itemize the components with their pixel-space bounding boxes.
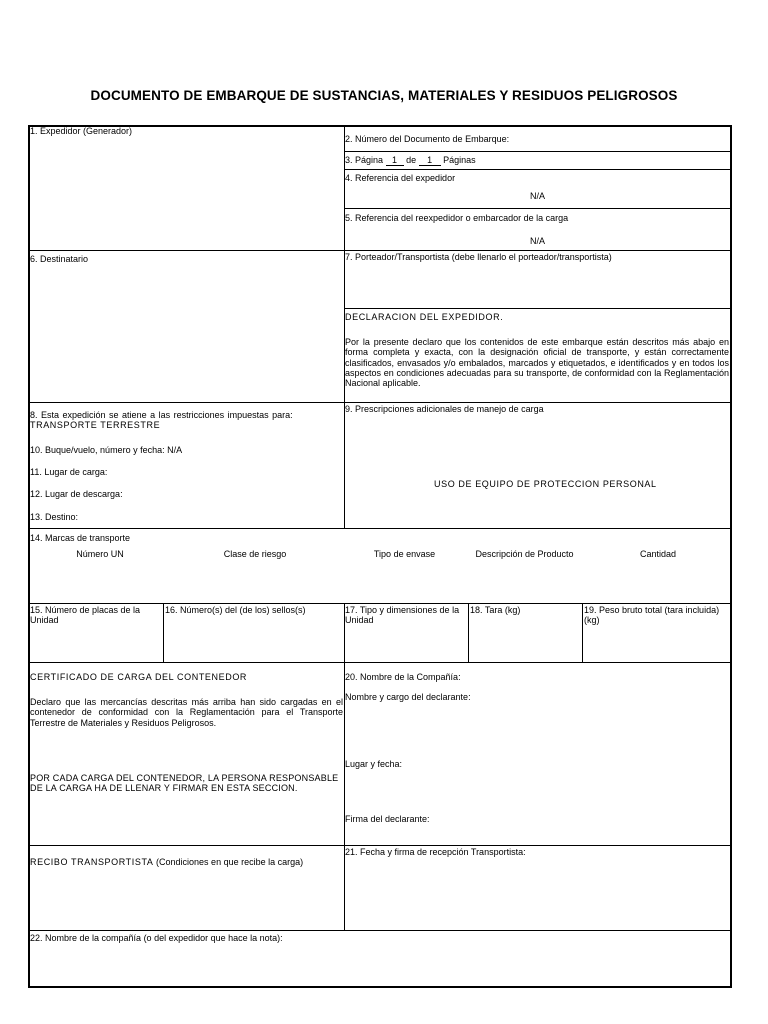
- field-14-label: 14. Marcas de transporte: [30, 533, 131, 543]
- carrier-receipt-title: RECIBO TRANSPORTISTA: [30, 857, 154, 867]
- place-date-label: Lugar y fecha:: [345, 759, 403, 769]
- divider: [582, 603, 583, 662]
- divider: [29, 662, 731, 663]
- page-suffix: Páginas: [443, 155, 476, 165]
- column-header-numero-un: Número UN: [76, 549, 124, 559]
- certificate-text: Declaro que las mercancías descritas más arriba han sido cargadas en el contenedor de conformidad con la Reglamentación para el Transporte Terrestre de Materiales y Residuos Peligrosos.: [30, 697, 343, 728]
- field-20-label: 20. Nombre de la Compañía:: [345, 672, 461, 682]
- certificate-note: POR CADA CARGA DEL CONTENEDOR, LA PERSONA RESPONSABLE DE LA CARGA HA DE LLENAR Y FIRMAR EN ESTA SECCION.: [30, 773, 339, 794]
- field-11-label: 11. Lugar de carga:: [30, 467, 108, 477]
- divider: [468, 603, 469, 662]
- field-17-label: 17. Tipo y dimensiones de la Unidad: [345, 605, 460, 626]
- page-of: de: [406, 155, 417, 165]
- declarant-signature-label: Firma del declarante:: [345, 814, 430, 824]
- divider: [29, 528, 731, 529]
- carrier-receipt-conditions: (Condiciones en que recibe la carga): [153, 857, 304, 867]
- divider: [29, 603, 731, 604]
- field-12-label: 12. Lugar de descarga:: [30, 489, 123, 499]
- divider: [29, 930, 731, 931]
- carrier-receipt-label: [30, 857, 303, 868]
- field-5-label: 5. Referencia del reexpedidor o embarcador de la carga: [345, 213, 569, 223]
- document-title: DOCUMENTO DE EMBARQUE DE SUSTANCIAS, MATERIALES Y RESIDUOS PELIGROSOS: [90, 88, 678, 103]
- field-4-label: 4. Referencia del expedidor: [345, 173, 456, 183]
- declarant-name-label: Nombre y cargo del declarante:: [345, 692, 471, 702]
- divider: [163, 603, 164, 662]
- field-13-label: 13. Destino:: [30, 512, 79, 522]
- field-21-label: 21. Fecha y firma de recepción Transportista:: [345, 847, 526, 857]
- declaration-text: Por la presente declaro que los contenidos de este embarque están descritos más abajo en forma completa y exacta, con la designación oficial de transporte, y están correctamente clasificados, envasados y/o embalados, marcados y etiquetados, e identificados y en todos los aspectos en condiciones adecuadas para su transporte, de conformidad con la Reglamentación Nacional aplicable.: [345, 337, 729, 389]
- declaration-heading: DECLARACION DEL EXPEDIDOR.: [345, 312, 504, 322]
- field-8-line1: 8. Esta expedición se atiene a las restricciones impuestas para:: [30, 410, 293, 420]
- page-prefix: 3. Página: [345, 155, 384, 165]
- field-7-label: 7. Porteador/Transportista (debe llenarlo el porteador/transportista): [345, 252, 612, 262]
- page-total: 1: [419, 156, 441, 166]
- field-2-label: 2. Número del Documento de Embarque:: [345, 134, 510, 144]
- divider: [344, 151, 731, 152]
- field-19-label: 19. Peso bruto total (tara incluida) (kg): [584, 605, 720, 626]
- divider: [344, 126, 345, 528]
- field-1-label: 1. Expedidor (Generador): [30, 126, 133, 136]
- certificate-heading: CERTIFICADO DE CARGA DEL CONTENEDOR: [30, 672, 248, 682]
- field-22-label: 22. Nombre de la compañía (o del expedidor que hace la nota):: [30, 933, 283, 943]
- field-6-label: 6. Destinatario: [30, 254, 89, 264]
- field-3-label: [345, 155, 476, 166]
- column-header-clase-riesgo: Clase de riesgo: [223, 549, 287, 559]
- column-header-tipo-envase: Tipo de envase: [373, 549, 436, 559]
- divider: [29, 845, 731, 846]
- field-18-label: 18. Tara (kg): [470, 605, 521, 615]
- divider: [344, 308, 731, 309]
- field-8-line2: TRANSPORTE TERRESTRE: [30, 420, 161, 430]
- divider: [344, 169, 731, 170]
- column-header-descripcion: Descripción de Producto: [475, 549, 574, 559]
- field-10-label: 10. Buque/vuelo, número y fecha: N/A: [30, 445, 183, 455]
- field-15-label: 15. Número de placas de la Unidad: [30, 605, 141, 626]
- page-number: 1: [386, 156, 404, 166]
- column-header-cantidad: Cantidad: [639, 549, 677, 559]
- field-9-value: USO DE EQUIPO DE PROTECCION PERSONAL: [434, 479, 657, 489]
- field-16-label: 16. Número(s) del (de los) sellos(s): [165, 605, 306, 615]
- field-4-value: N/A: [530, 191, 546, 201]
- divider: [344, 208, 731, 209]
- field-9-label: 9. Prescripciones adicionales de manejo de carga: [345, 404, 544, 414]
- field-5-value: N/A: [530, 236, 546, 246]
- divider: [29, 402, 731, 403]
- divider: [29, 250, 731, 251]
